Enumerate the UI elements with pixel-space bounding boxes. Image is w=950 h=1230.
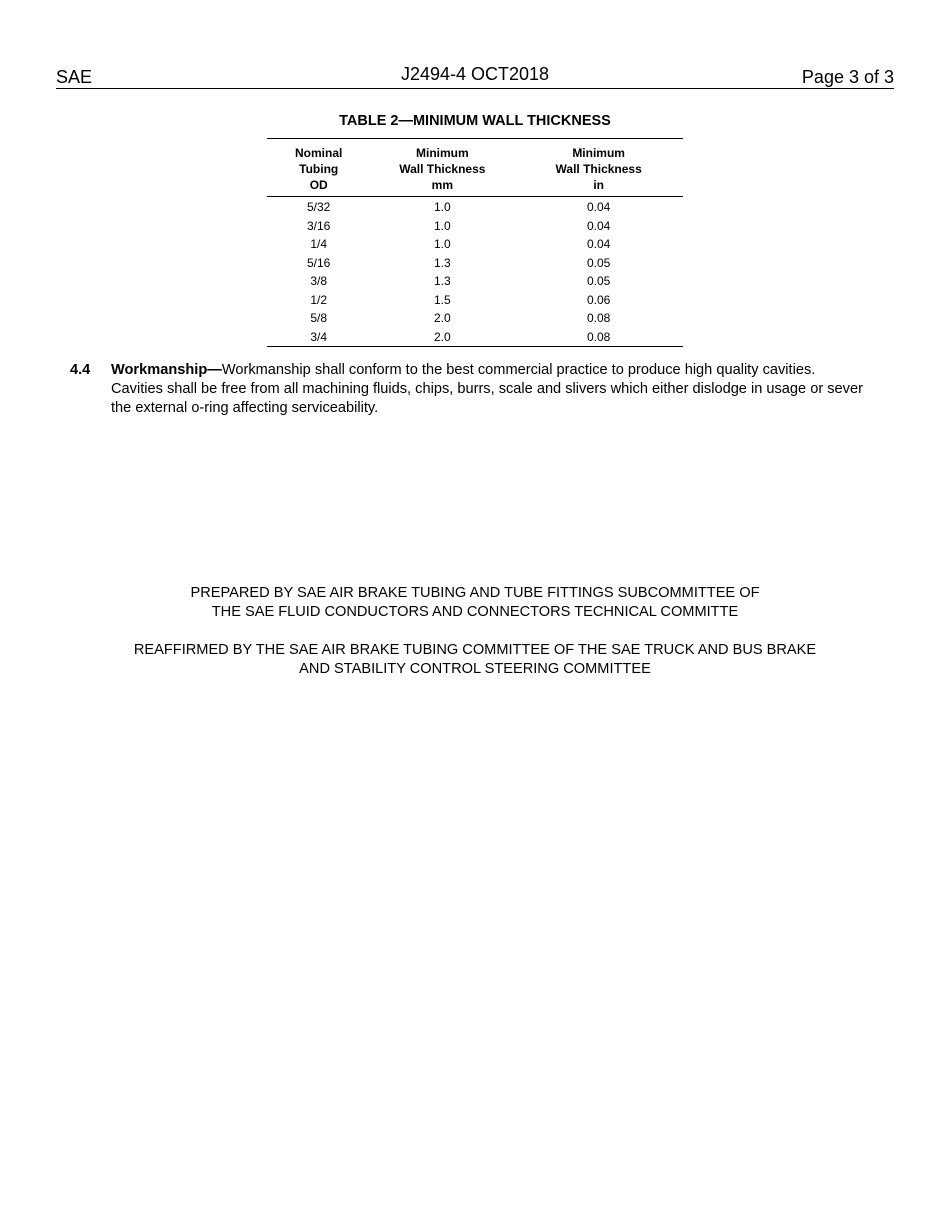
header-page-number: Page 3 of 3 — [801, 67, 894, 87]
table-row — [267, 235, 683, 254]
table-cell: 5/32 — [307, 200, 331, 214]
table-cell: 0.04 — [586, 218, 611, 233]
table-cell: 0.08 — [586, 329, 611, 344]
table-cell: 5/16 — [307, 255, 331, 270]
section-number: 4.4 — [70, 362, 91, 378]
section-text: Workmanship shall conform to the best commercial practice to produce high quality cavities. Cavities shall be free from all machining fluids, chips, burrs, scale and slivers which either dislodge in usage or sever the external o-ring affecting serviceability. — [111, 362, 863, 416]
table-cell: 3/4 — [310, 329, 328, 344]
table-cell: 1/4 — [310, 237, 328, 251]
table-cell: 3/16 — [307, 218, 331, 233]
table-cell: 0.06 — [586, 292, 611, 307]
reaffirmed-by-statement: REAFFIRMED BY THE SAE AIR BRAKE TUBING COMMITTEE OF THE SAE TRUCK AND BUS BRAKE AND STABILITY CONTROL STEERING COMMITTEE — [133, 642, 817, 677]
prepared-by-statement: PREPARED BY SAE AIR BRAKE TUBING AND TUBE FITTINGS SUBCOMMITTEE OF THE SAE FLUID CONDUCTORS AND CONNECTORS TECHNICAL COMMITTE — [190, 585, 760, 620]
table-cell: 1.5 — [433, 292, 451, 307]
table-cell: 2.0 — [433, 311, 451, 325]
table-cell: 2.0 — [433, 329, 451, 344]
table-cell: 0.08 — [586, 311, 611, 325]
table-cell: 1.0 — [433, 237, 451, 251]
wall-thickness-table — [267, 138, 683, 347]
table-row — [267, 291, 683, 310]
table-cell: 0.04 — [586, 237, 611, 251]
table-title: TABLE 2—MINIMUM WALL THICKNESS — [339, 113, 611, 129]
table-cell: 1.3 — [433, 274, 451, 288]
header-org: SAE — [56, 67, 93, 87]
table-cell: 5/8 — [310, 311, 328, 325]
table-cell: 0.05 — [586, 255, 611, 270]
column-header-nominal-od: Nominal Tubing OD — [267, 139, 370, 197]
table-header-row — [267, 139, 683, 197]
table-row — [267, 217, 683, 236]
section-heading: Workmanship— — [111, 362, 222, 378]
table-row — [267, 254, 683, 273]
table-cell: 0.05 — [586, 274, 611, 288]
table-row — [267, 197, 683, 217]
table-cell: 0.04 — [586, 200, 611, 214]
table-cell: 1.0 — [433, 218, 451, 233]
section-workmanship — [70, 361, 870, 418]
page-header — [56, 64, 894, 89]
table-row — [267, 272, 683, 291]
table-row — [267, 309, 683, 328]
header-doc-id: J2494-4 OCT2018 — [400, 64, 550, 84]
table-row — [267, 328, 683, 347]
table-cell: 1.3 — [433, 255, 451, 270]
column-header-min-wall-mm: Minimum Wall Thickness mm — [370, 139, 514, 197]
section-body — [111, 361, 870, 418]
table-cell: 1.0 — [433, 200, 451, 214]
table-cell: 3/8 — [310, 274, 328, 288]
column-header-min-wall-in: Minimum Wall Thickness in — [514, 139, 683, 197]
table-cell: 1/2 — [310, 292, 328, 307]
